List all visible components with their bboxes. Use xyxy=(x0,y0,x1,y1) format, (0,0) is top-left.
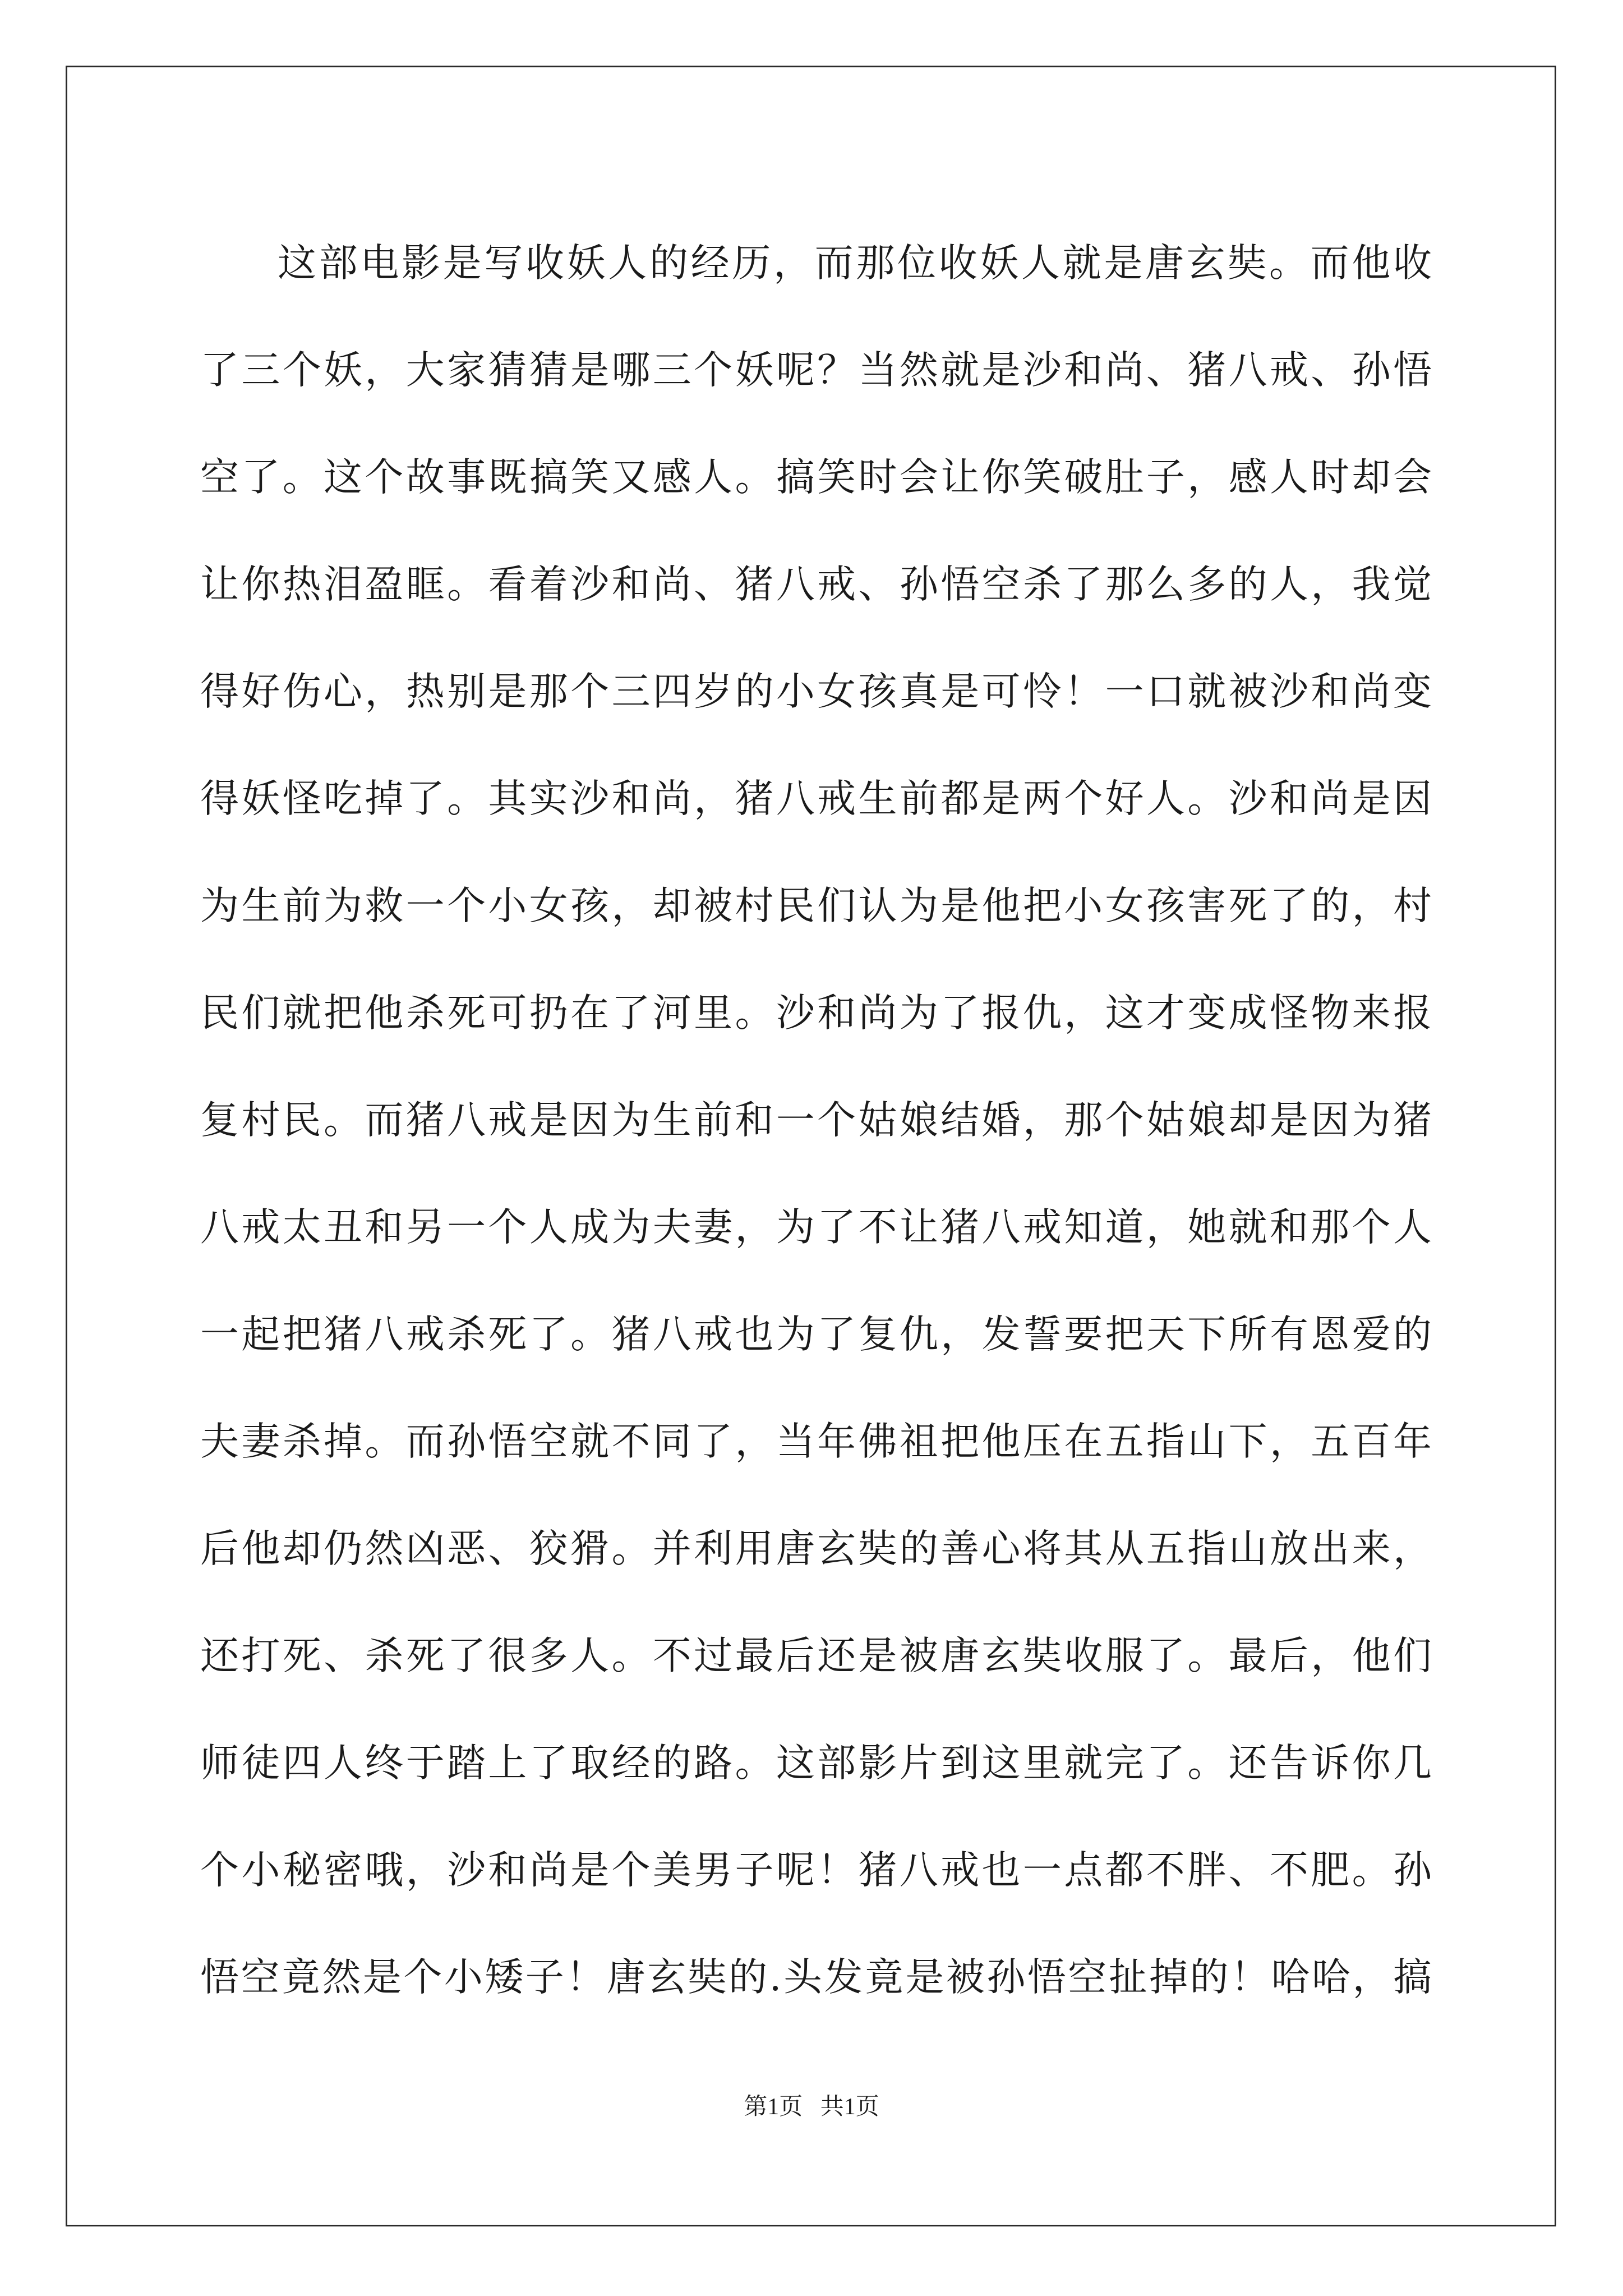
text-line: 个小秘密哦，沙和尚是个美男子呢！猪八戒也一点都不胖、不肥。孙 xyxy=(200,1848,1432,1893)
text-line: 还打死、杀死了很多人。不过最后还是被唐玄奘收服了。最后，他们 xyxy=(200,1634,1432,1678)
text-line: 得好伤心，热别是那个三四岁的小女孩真是可怜！一口就被沙和尚变 xyxy=(200,669,1432,714)
text-line: 后他却仍然凶恶、狡猾。并利用唐玄奘的善心将其从五指山放出来， xyxy=(200,1526,1432,1571)
text-line: 夫妻杀掉。而孙悟空就不同了，当年佛祖把他压在五指山下，五百年 xyxy=(200,1419,1432,1464)
text-line: 为生前为救一个小女孩，却被村民们认为是他把小女孩害死了的，村 xyxy=(200,884,1432,928)
text-line: 悟空竟然是个小矮子！唐玄奘的.头发竟是被孙悟空扯掉的！哈哈，搞 xyxy=(200,1955,1432,2000)
text-line: 民们就把他杀死可扔在了河里。沙和尚为了报仇，这才变成怪物来报 xyxy=(200,991,1432,1036)
text-line: 了三个妖，大家猜猜是哪三个妖呢？当然就是沙和尚、猪八戒、孙悟 xyxy=(200,348,1432,393)
text-line: 得妖怪吃掉了。其实沙和尚，猪八戒生前都是两个好人。沙和尚是因 xyxy=(200,776,1432,821)
text-line: 让你热泪盈眶。看着沙和尚、猪八戒、孙悟空杀了那么多的人，我觉 xyxy=(200,562,1432,607)
text-line: 一起把猪八戒杀死了。猪八戒也为了复仇，发誓要把天下所有恩爱的 xyxy=(200,1312,1432,1357)
body-text xyxy=(200,210,1432,2031)
text-line: 师徒四人终于踏上了取经的路。这部影片到这里就完了。还告诉你几 xyxy=(200,1741,1432,1786)
text-line: 复村民。而猪八戒是因为生前和一个姑娘结婚，那个姑娘却是因为猪 xyxy=(200,1098,1432,1143)
text-line: 这部电影是写收妖人的经历，而那位收妖人就是唐玄奘。而他收 xyxy=(278,241,1432,286)
text-line: 八戒太丑和另一个人成为夫妻，为了不让猪八戒知道，她就和那个人 xyxy=(200,1205,1432,1250)
page-footer: 第1页 共1页 xyxy=(744,2094,879,2120)
text-line: 空了。这个故事既搞笑又感人。搞笑时会让你笑破肚子，感人时却会 xyxy=(200,455,1432,500)
